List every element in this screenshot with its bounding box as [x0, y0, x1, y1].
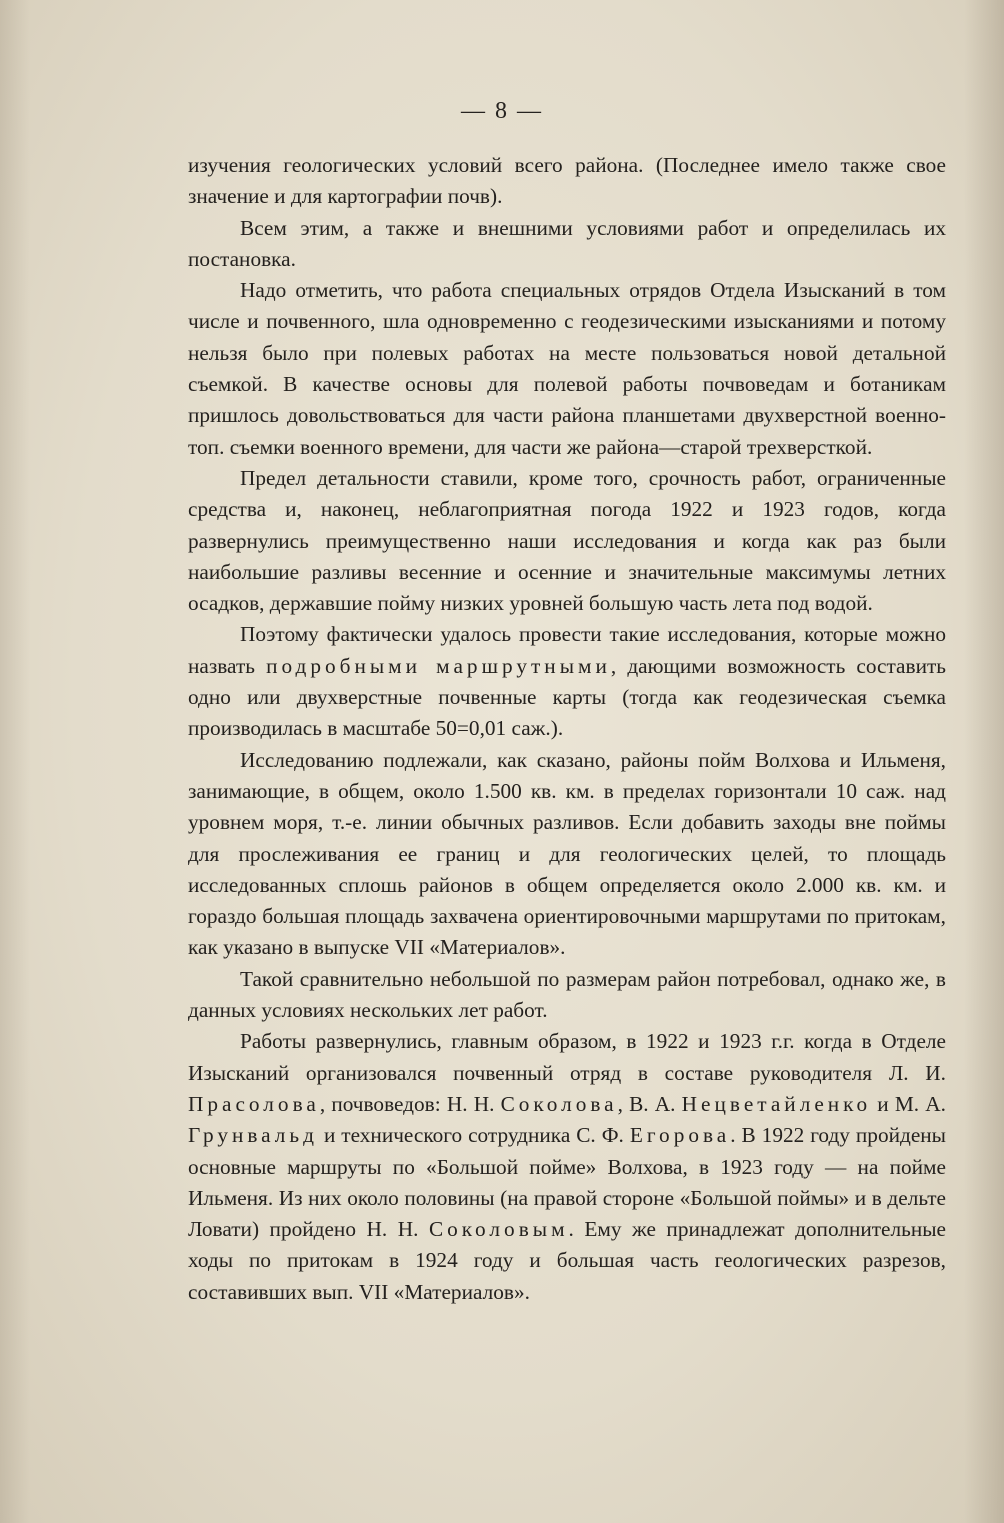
paragraph-5-pre: Поэтому фактически удалось провести такие исследования, которые можно назвать — [188, 622, 946, 678]
spaced-name: Нецветайленко — [681, 1091, 872, 1116]
spaced-name: Егорова — [629, 1123, 731, 1148]
page-number: — 8 — — [461, 98, 543, 124]
text-segment: и технического сотрудника С. Ф. — [317, 1123, 630, 1148]
paragraph-2: Всем этим, а также и внешними условиями работ и определилась их постановка. — [188, 215, 946, 271]
spaced-name: Прасолова — [188, 1091, 320, 1116]
text-segment: , В. А. — [617, 1091, 682, 1116]
page-edge-shadow-right — [964, 0, 1004, 1523]
paragraph-1: изучения геологических условий всего района. (Последнее имело также свое значение и для картографии почв). — [188, 153, 946, 209]
paragraph-5-post: , дающими возможность составить одно или двухверстные почвенные карты (тогда как геодезическая съемка производилась в масштабе 50=0,01 саж.). — [188, 653, 946, 741]
paragraph-7: Такой сравнительно небольшой по размерам район потребовал, однако же, в данных условиях нескольких лет работ. — [188, 966, 946, 1023]
paragraph-5-spaced: подробными маршрутными — [266, 653, 611, 678]
spaced-name: Соколовым — [428, 1217, 569, 1242]
paragraph-3: Надо отметить, что работа специальных отрядов Отдела Изысканий в том числе и почвенного, шла одновременно с геодезическими изысканиями и потому нельзя было при полевых работах на месте пользоваться новой детальной съемкой. В качестве основы для полевой работы почвоведам и ботаникам пришлось довольствоваться для части района планшетами двухверстной военно-топ. съемки военного времени, для части же района—старой трехверсткой. — [188, 278, 946, 459]
text-segment: , почвоведов: Н. Н. — [319, 1091, 501, 1116]
body-text — [188, 150, 946, 1308]
page-edge-shadow-left — [0, 0, 30, 1523]
text-segment: . В 1922 году пройдены основные маршруты по «Большой пойме» Волхова, в 1923 году — на пойме Ильменя. Из них около половины (на правой стороне «Большой поймы» и в дельте Ловати) пройдено Н. Н. — [188, 1123, 946, 1242]
text-segment: и М. А. — [871, 1091, 946, 1116]
spaced-name: Соколова — [500, 1091, 618, 1116]
paragraph-5 — [188, 619, 946, 744]
spaced-name: Грунвальд — [188, 1123, 318, 1148]
paragraph-8 — [188, 1026, 946, 1308]
paragraph-4: Предел детальности ставили, кроме того, срочность работ, ограниченные средства и, наконец, неблагоприятная погода 1922 и 1923 годов, когда развернулись преимущественно наши исследования и когда как раз были наибольшие разливы весенние и осенние и значительные максимумы летних осадков, державшие пойму низких уровней большую часть лета под водой. — [188, 465, 946, 616]
text-segment: Работы развернулись, главным образом, в 1922 и 1923 г.г. когда в Отделе Изысканий организовался почвенный отряд в составе руководителя Л. И. — [188, 1029, 946, 1085]
text-segment: . Ему же принадлежат дополнительные ходы по притокам в 1924 году и большая часть геологических разрезов, составивших вып. VII «Материалов». — [188, 1217, 947, 1304]
paragraph-6: Исследованию подлежали, как сказано, районы пойм Волхова и Ильменя, занимающие, в общем, около 1.500 кв. км. в пределах горизонтали 10 саж. над уровнем моря, т.-е. линии обычных разливов. Если добавить заходы вне поймы для прослеживания ее границ и для геологических целей, то площадь исследованных сплошь районов в общем определяется около 2.000 кв. км. и гораздо большая площадь захвачена ориентировочными маршрутами по притокам, как указано в выпуске VII «Материалов». — [188, 747, 946, 960]
